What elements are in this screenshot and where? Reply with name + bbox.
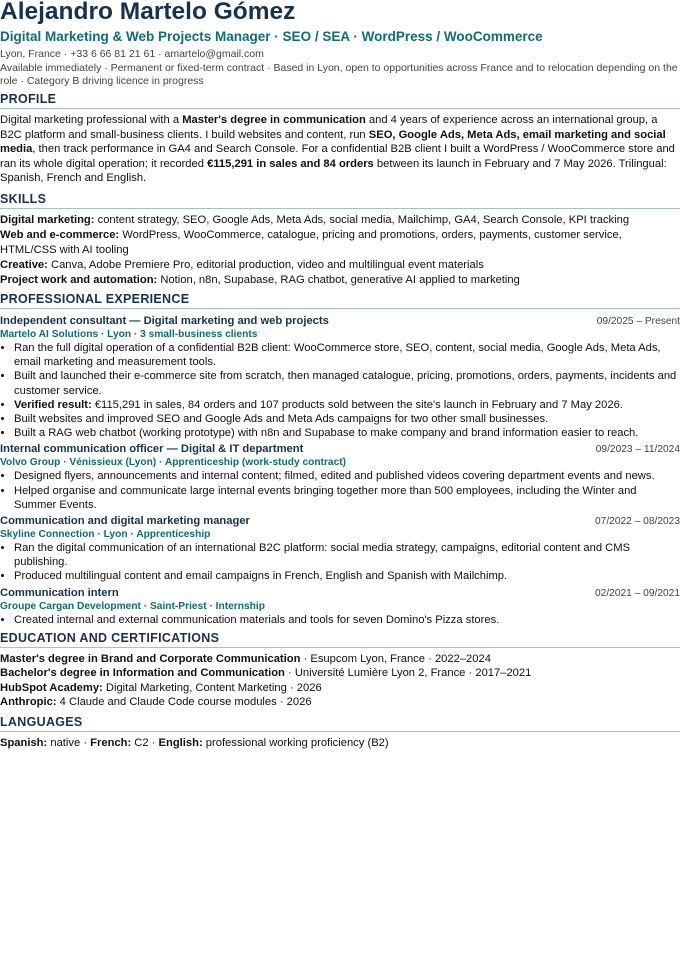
job-date: 07/2022 – 08/2023 (595, 516, 680, 528)
skills-heading: SKILLS (0, 192, 680, 209)
education-label: Bachelor's degree in Information and Communication (0, 667, 285, 680)
job-bullet-text: Created internal and external communication materials and tools for seven Domino's Pizza stores. (14, 613, 500, 626)
profile-part: between its launch in February and 7 May 2026. Trilingual: Spanish, French and English. (0, 157, 667, 184)
language-label: English: (158, 736, 203, 749)
languages-section (0, 715, 680, 751)
job-date: 09/2025 – Present (596, 316, 680, 327)
job-bullets (0, 469, 680, 512)
skill-row (0, 273, 680, 288)
job-org: Skyline Connection · Lyon · Apprenticeship (0, 529, 211, 541)
skill-row (0, 228, 680, 257)
education-text: Digital Marketing, Content Marketing · 2026 (102, 681, 322, 694)
contact-line: Lyon, France · +33 6 66 81 21 61 · amartelo@gmail.com (0, 48, 264, 60)
education-text: · Esupcom Lyon, France · 2022–2024 (300, 652, 491, 665)
job-bullet (14, 341, 680, 369)
language-label: Spanish: (0, 736, 48, 749)
skill-label: Creative: (0, 259, 48, 271)
job-bullet (14, 613, 680, 627)
job-bullet (14, 398, 680, 412)
profile-heading: PROFILE (0, 92, 680, 109)
skill-row (0, 213, 680, 228)
job-org: Martelo AI Solutions · Lyon · 3 small-business clients (0, 329, 258, 340)
education-section (0, 631, 680, 710)
education-text: · Université Lumière Lyon 2, France · 2017–2021 (284, 667, 532, 680)
job-bullet (14, 484, 680, 512)
education-text: 4 Claude and Claude Code course modules · 2026 (56, 696, 312, 709)
skill-text: content strategy, SEO, Google Ads, Meta Ads, social media, Mailchimp, GA4, Search Console, KPI tracking (94, 213, 630, 226)
job-bullet-text: €115,291 in sales, 84 orders and 107 products sold between the site's launch in February and 7 May 2026. (91, 398, 623, 411)
experience-heading: PROFESSIONAL EXPERIENCE (0, 292, 680, 309)
job-title: Communication and digital marketing manager (0, 515, 250, 528)
job-org: Volvo Group · Vénissieux (Lyon) · Apprenticeship (work-study contract) (0, 457, 347, 469)
job-bullet (14, 541, 680, 569)
job-bullet-text: Produced multilingual content and email campaigns in French, English and Spanish with Mailchimp. (14, 570, 508, 583)
profile-part: SEO, Google Ads, Meta Ads, email marketing and social media (0, 128, 666, 155)
education-row (0, 652, 680, 667)
job-title: Internal communication officer — Digital & IT department (0, 443, 304, 456)
job-bullet-text: Ran the digital communication of an international B2C platform: social media strategy, campaigns, editorial content and CMS publishing. (14, 542, 631, 569)
education-label: Anthropic: (0, 696, 57, 709)
job-bullets (0, 613, 680, 627)
job-entry (0, 514, 680, 584)
profile-part: Master's degree in communication (182, 114, 366, 126)
candidate-name: Alejandro Martelo Gómez (0, 0, 296, 25)
job-bullet-text: Helped organise and communicate large internal events bringing together more than 500 employees, including the Winter and Summer Events. (14, 484, 637, 511)
education-row (0, 666, 680, 681)
language-level: C2 · (131, 736, 159, 749)
skill-label: Web and e-commerce: (0, 229, 120, 241)
profile-part: , then track performance in GA4 and Search Console. For a confidential B2B client I built a WordPress / WooCommerce store and ran its whole digital operation; it recorded (0, 143, 675, 170)
language-label: French: (90, 736, 132, 749)
languages-line (0, 736, 680, 751)
job-entry (0, 586, 680, 627)
job-bullet-text: Built websites and improved SEO and Google Ads and Meta Ads campaigns for two other small businesses. (14, 413, 549, 426)
candidate-headline: Digital Marketing & Web Projects Manager · SEO / SEA · WordPress / WooCommerce (0, 29, 543, 44)
job-bullet-text: Ran the full digital operation of a confidential B2B client: WooCommerce store, SEO, content, social media, Google Ads, Meta Ads, email marketing and measurement tools. (14, 342, 661, 369)
language-level: professional working proficiency (B2) (202, 736, 389, 749)
job-date: 02/2021 – 09/2021 (595, 587, 680, 599)
education-label: Master's degree in Brand and Corporate Communication (0, 652, 301, 665)
skill-text: WordPress, WooCommerce, catalogue, pricing and promotions, orders, payments, customer service, HTML/CSS with AI tooling (0, 229, 622, 256)
skill-label: Digital marketing: (0, 213, 95, 226)
job-bullet (14, 569, 680, 583)
job-bullet-text: Built and launched their e-commerce site from scratch, then managed catalogue, pricing, promotions, orders, payments, incidents and customer service. (14, 370, 677, 397)
profile-text (0, 113, 680, 186)
job-org: Groupe Cargan Development · Saint-Priest · Internship (0, 600, 265, 612)
job-bullets (0, 541, 680, 584)
languages-heading: LANGUAGES (0, 715, 680, 732)
skill-text: Notion, n8n, Supabase, RAG chatbot, generative AI applied to marketing (157, 273, 520, 286)
profile-part: Digital marketing professional with a (0, 114, 183, 126)
job-bullet (14, 426, 680, 440)
job-date: 09/2023 – 11/2024 (595, 444, 680, 456)
skill-row (0, 258, 680, 273)
job-bullet (14, 412, 680, 426)
language-level: native · (47, 736, 91, 749)
job-entry (0, 442, 680, 512)
job-title: Independent consultant — Digital marketing and web projects (0, 315, 329, 327)
skills-section (0, 192, 680, 288)
job-bullet (14, 469, 680, 483)
education-heading: EDUCATION AND CERTIFICATIONS (0, 631, 680, 648)
education-row (0, 695, 680, 710)
availability-line: Available immediately · Permanent or fixed-term contract · Based in Lyon, open to opportunities across France and to relocation depending on the role · Category B driving licence in progress (0, 62, 678, 87)
job-bullet-text: Built a RAG web chatbot (working prototype) with n8n and Supabase to make company and brand information easier to reach. (14, 427, 639, 440)
job-entry (0, 314, 680, 440)
profile-part: €115,291 in sales and 84 orders (207, 157, 374, 170)
job-bullet-lead: Verified result: (14, 398, 92, 411)
skill-label: Project work and automation: (0, 273, 158, 286)
education-label: HubSpot Academy: (0, 681, 103, 694)
skill-text: Canva, Adobe Premiere Pro, editorial production, video and multilingual event materials (47, 259, 484, 271)
job-title: Communication intern (0, 586, 119, 599)
profile-section (0, 92, 680, 186)
experience-section (0, 292, 680, 627)
job-bullet (14, 369, 680, 397)
job-bullets (0, 341, 680, 440)
education-row (0, 681, 680, 696)
profile-part: and 4 years of experience across an international group, a B2C platform and small-business clients. I build websites and content, run (0, 114, 658, 141)
job-bullet-text: Designed flyers, announcements and internal content; filmed, edited and published videos covering department events and news. (14, 470, 655, 483)
